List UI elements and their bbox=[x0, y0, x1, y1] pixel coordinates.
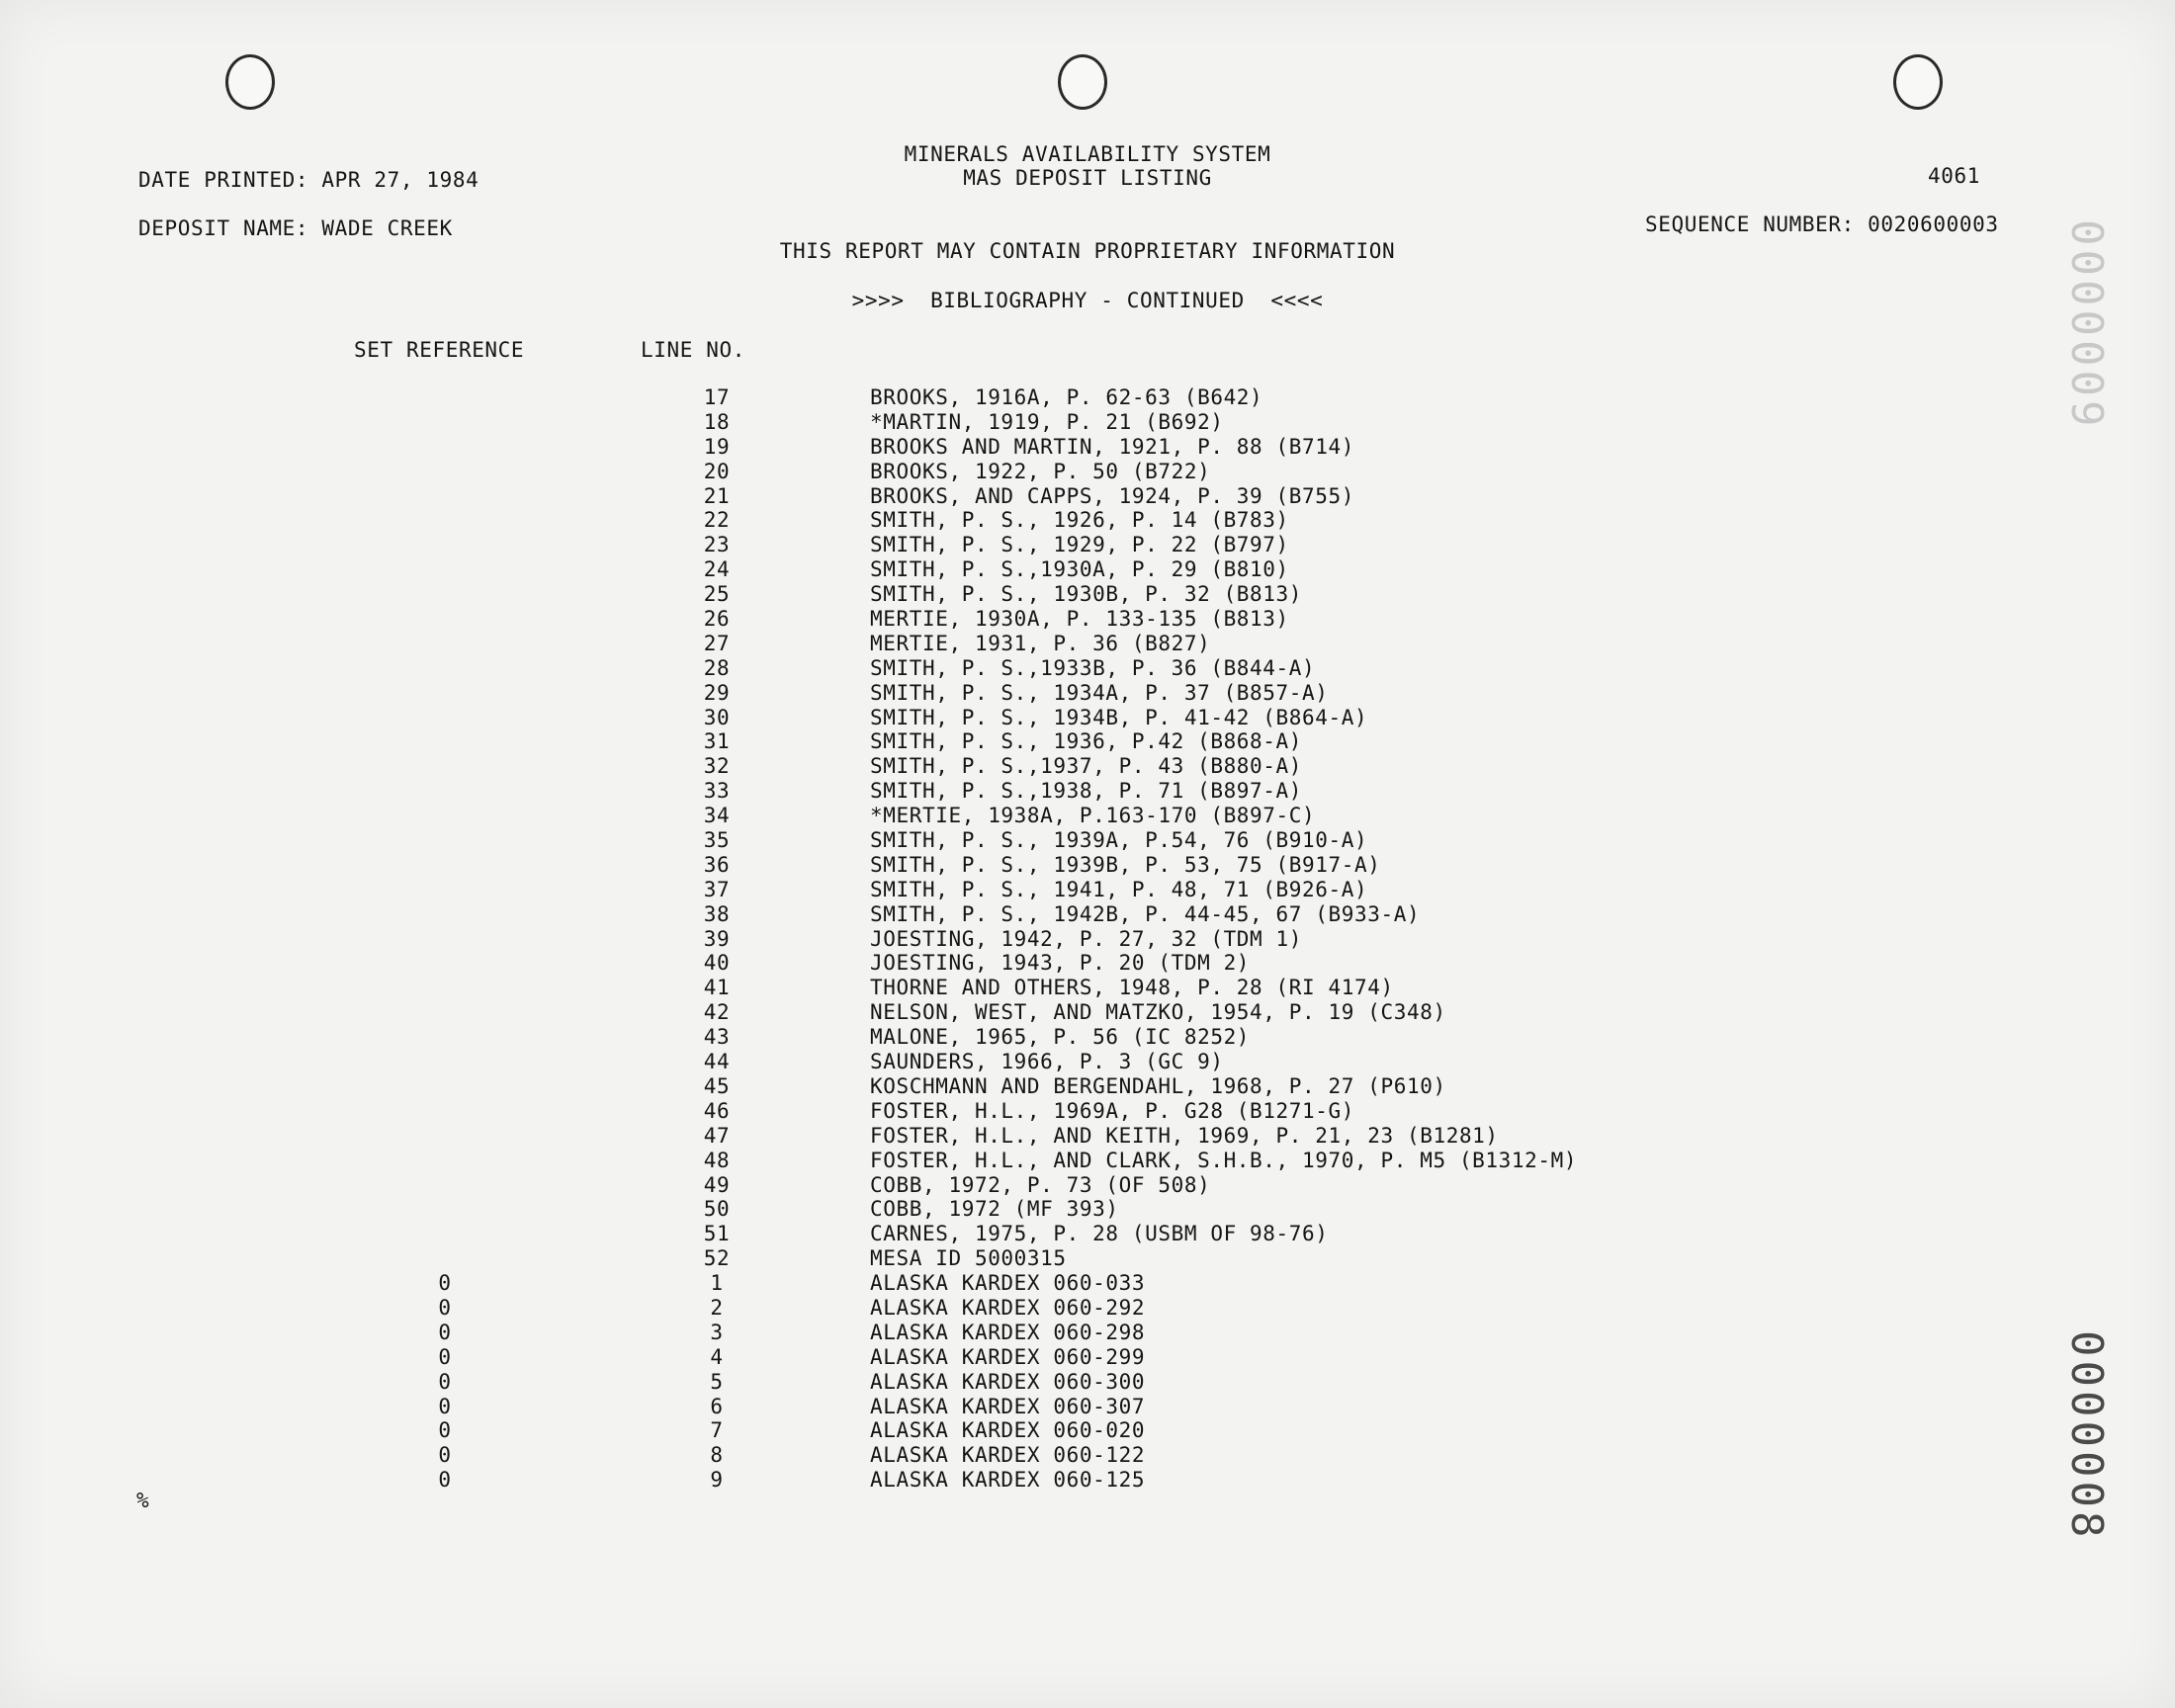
bibliography-row bbox=[0, 410, 2175, 435]
system-title: MINERALS AVAILABILITY SYSTEM bbox=[904, 142, 1271, 166]
bibliography-row bbox=[0, 754, 2175, 779]
reference-cell: SMITH, P. S., 1942B, P. 44-45, 67 (B933-A) bbox=[870, 901, 1421, 926]
line-number-cell: 6 bbox=[710, 1394, 724, 1418]
reference-cell: SMITH, P. S., 1934A, P. 37 (B857-A) bbox=[870, 680, 1329, 705]
bibliography-row bbox=[0, 1271, 2175, 1296]
sequence-number: SEQUENCE NUMBER: 0020600003 bbox=[1645, 213, 1999, 236]
reference-cell: SMITH, P. S., 1941, P. 48, 71 (B926-A) bbox=[870, 877, 1368, 901]
reference-cell: MERTIE, 1930A, P. 133-135 (B813) bbox=[870, 607, 1289, 632]
reference-cell: COBB, 1972 (MF 393) bbox=[870, 1197, 1119, 1222]
line-number-cell: 40 bbox=[703, 951, 731, 976]
bibliography-row bbox=[0, 1296, 2175, 1321]
line-number-cell: 41 bbox=[703, 976, 731, 1000]
footer-mark: % bbox=[136, 1489, 149, 1512]
bibliography-row bbox=[0, 779, 2175, 804]
line-number-cell: 23 bbox=[703, 533, 731, 557]
punch-hole-left bbox=[225, 54, 275, 110]
reference-cell: NELSON, WEST, AND MATZKO, 1954, P. 19 (C348) bbox=[870, 1000, 1446, 1025]
line-number-cell: 19 bbox=[703, 434, 731, 459]
bibliography-row bbox=[0, 385, 2175, 410]
reference-cell: ALASKA KARDEX 060-307 bbox=[870, 1394, 1146, 1418]
set-reference-cell: 0 bbox=[438, 1443, 452, 1468]
proprietary-notice: THIS REPORT MAY CONTAIN PROPRIETARY INFORMATION bbox=[779, 239, 1396, 263]
page-number: 4061 bbox=[1928, 164, 1980, 188]
line-number-cell: 32 bbox=[703, 754, 731, 779]
set-reference-cell: 0 bbox=[438, 1468, 452, 1493]
reference-cell: SMITH, P. S., 1929, P. 22 (B797) bbox=[870, 533, 1289, 557]
line-number-cell: 28 bbox=[703, 655, 731, 680]
reference-cell: MALONE, 1965, P. 56 (IC 8252) bbox=[870, 1025, 1251, 1050]
set-reference-cell: 0 bbox=[438, 1320, 452, 1344]
line-number-cell: 17 bbox=[703, 385, 731, 409]
bibliography-row bbox=[0, 557, 2175, 582]
line-number-cell: 2 bbox=[710, 1295, 724, 1320]
line-number-cell: 9 bbox=[710, 1468, 724, 1493]
bibliography-row bbox=[0, 878, 2175, 902]
reference-cell: JOESTING, 1942, P. 27, 32 (TDM 1) bbox=[870, 926, 1303, 951]
line-number-cell: 5 bbox=[710, 1369, 724, 1394]
reference-cell: ALASKA KARDEX 060-300 bbox=[870, 1369, 1146, 1394]
bibliography-row bbox=[0, 1149, 2175, 1173]
punch-hole-center bbox=[1058, 54, 1107, 110]
bibliography-row bbox=[0, 533, 2175, 557]
reference-cell: ALASKA KARDEX 060-125 bbox=[870, 1468, 1146, 1493]
reference-cell: SMITH, P. S., 1926, P. 14 (B783) bbox=[870, 508, 1289, 533]
bibliography-row bbox=[0, 1321, 2175, 1345]
line-number-cell: 33 bbox=[703, 779, 731, 804]
line-number-cell: 1 bbox=[710, 1271, 724, 1296]
stamp-number: 0000008 bbox=[2061, 1330, 2112, 1542]
set-reference-cell: 0 bbox=[438, 1369, 452, 1394]
line-number-cell: 37 bbox=[703, 877, 731, 901]
reference-cell: BROOKS AND MARTIN, 1921, P. 88 (B714) bbox=[870, 434, 1354, 459]
bibliography-row bbox=[0, 706, 2175, 730]
line-number-cell: 8 bbox=[710, 1443, 724, 1468]
reference-cell: JOESTING, 1943, P. 20 (TDM 2) bbox=[870, 951, 1251, 976]
line-number-cell: 18 bbox=[703, 409, 731, 434]
bibliography-row bbox=[0, 1099, 2175, 1124]
punch-hole-right bbox=[1893, 54, 1943, 110]
bibliography-row bbox=[0, 435, 2175, 460]
reference-cell: SMITH, P. S.,1938, P. 71 (B897-A) bbox=[870, 779, 1303, 804]
deposit-name: DEPOSIT NAME: WADE CREEK bbox=[138, 216, 453, 240]
date-printed: DATE PRINTED: APR 27, 1984 bbox=[138, 168, 479, 192]
reference-cell: FOSTER, H.L., 1969A, P. G28 (B1271-G) bbox=[870, 1098, 1354, 1123]
bibliography-row bbox=[0, 1443, 2175, 1468]
bibliography-row bbox=[0, 828, 2175, 853]
reference-cell: ALASKA KARDEX 060-299 bbox=[870, 1344, 1146, 1369]
reference-cell: SMITH, P. S.,1930A, P. 29 (B810) bbox=[870, 557, 1289, 582]
reference-cell: SMITH, P. S., 1934B, P. 41-42 (B864-A) bbox=[870, 705, 1368, 729]
bibliography-row bbox=[0, 951, 2175, 976]
reference-cell: ALASKA KARDEX 060-122 bbox=[870, 1443, 1146, 1468]
reference-cell: *MERTIE, 1938A, P.163-170 (B897-C) bbox=[870, 804, 1316, 828]
reference-cell: SMITH, P. S., 1936, P.42 (B868-A) bbox=[870, 729, 1303, 754]
set-reference-cell: 0 bbox=[438, 1295, 452, 1320]
reference-cell: MERTIE, 1931, P. 36 (B827) bbox=[870, 631, 1211, 655]
line-number-cell: 29 bbox=[703, 680, 731, 705]
set-reference-cell: 0 bbox=[438, 1394, 452, 1418]
reference-cell: *MARTIN, 1919, P. 21 (B692) bbox=[870, 409, 1224, 434]
line-number-cell: 50 bbox=[703, 1197, 731, 1222]
bibliography-row bbox=[0, 902, 2175, 927]
line-number-cell: 30 bbox=[703, 705, 731, 729]
line-number-cell: 43 bbox=[703, 1025, 731, 1050]
reference-cell: SAUNDERS, 1966, P. 3 (GC 9) bbox=[870, 1050, 1224, 1074]
reference-cell: FOSTER, H.L., AND KEITH, 1969, P. 21, 23 (B1281) bbox=[870, 1123, 1499, 1148]
reference-cell: SMITH, P. S., 1939B, P. 53, 75 (B917-A) bbox=[870, 852, 1381, 877]
reference-cell: SMITH, P. S., 1939A, P.54, 76 (B910-A) bbox=[870, 828, 1368, 853]
bibliography-row bbox=[0, 582, 2175, 607]
line-number-cell: 44 bbox=[703, 1050, 731, 1074]
stamp-faint: 0000009 bbox=[2061, 219, 2112, 431]
line-number-cell: 48 bbox=[703, 1148, 731, 1172]
line-number-cell: 7 bbox=[710, 1418, 724, 1443]
line-number-cell: 31 bbox=[703, 729, 731, 754]
bibliography-row bbox=[0, 1025, 2175, 1050]
line-number-cell: 39 bbox=[703, 926, 731, 951]
reference-cell: SMITH, P. S.,1937, P. 43 (B880-A) bbox=[870, 754, 1303, 779]
reference-cell: MESA ID 5000315 bbox=[870, 1246, 1067, 1271]
line-number-cell: 46 bbox=[703, 1098, 731, 1123]
line-number-cell: 52 bbox=[703, 1246, 731, 1271]
bibliography-row bbox=[0, 1074, 2175, 1099]
reference-cell: CARNES, 1975, P. 28 (USBM OF 98-76) bbox=[870, 1222, 1329, 1246]
column-header-set-reference: SET REFERENCE bbox=[354, 338, 525, 362]
reference-cell: BROOKS, AND CAPPS, 1924, P. 39 (B755) bbox=[870, 483, 1354, 508]
reference-cell: FOSTER, H.L., AND CLARK, S.H.B., 1970, P. M5 (B1312-M) bbox=[870, 1148, 1578, 1172]
line-number-cell: 4 bbox=[710, 1344, 724, 1369]
bibliography-row bbox=[0, 681, 2175, 706]
bibliography-row bbox=[0, 1246, 2175, 1271]
reference-cell: BROOKS, 1916A, P. 62-63 (B642) bbox=[870, 385, 1263, 409]
line-number-cell: 3 bbox=[710, 1320, 724, 1344]
bibliography-row bbox=[0, 927, 2175, 952]
bibliography-row bbox=[0, 508, 2175, 533]
bibliography-row bbox=[0, 1050, 2175, 1074]
reference-cell: THORNE AND OTHERS, 1948, P. 28 (RI 4174) bbox=[870, 976, 1394, 1000]
reference-cell: ALASKA KARDEX 060-298 bbox=[870, 1320, 1146, 1344]
bibliography-row bbox=[0, 1370, 2175, 1395]
line-number-cell: 35 bbox=[703, 828, 731, 853]
section-title: >>>> BIBLIOGRAPHY - CONTINUED <<<< bbox=[851, 289, 1324, 312]
bibliography-row bbox=[0, 1173, 2175, 1198]
bibliography-row bbox=[0, 632, 2175, 656]
bibliography-row bbox=[0, 1124, 2175, 1149]
line-number-cell: 47 bbox=[703, 1123, 731, 1148]
bibliography-row bbox=[0, 1000, 2175, 1025]
line-number-cell: 22 bbox=[703, 508, 731, 533]
reference-cell: COBB, 1972, P. 73 (OF 508) bbox=[870, 1172, 1211, 1197]
set-reference-cell: 0 bbox=[438, 1418, 452, 1443]
line-number-cell: 21 bbox=[703, 483, 731, 508]
line-number-cell: 36 bbox=[703, 852, 731, 877]
line-number-cell: 38 bbox=[703, 901, 731, 926]
bibliography-row bbox=[0, 607, 2175, 632]
line-number-cell: 26 bbox=[703, 607, 731, 632]
line-number-cell: 45 bbox=[703, 1073, 731, 1098]
reference-cell: SMITH, P. S.,1933B, P. 36 (B844-A) bbox=[870, 655, 1316, 680]
bibliography-row bbox=[0, 1468, 2175, 1493]
set-reference-cell: 0 bbox=[438, 1271, 452, 1296]
bibliography-row bbox=[0, 1345, 2175, 1370]
bibliography-row bbox=[0, 1222, 2175, 1246]
line-number-cell: 34 bbox=[703, 804, 731, 828]
reference-cell: SMITH, P. S., 1930B, P. 32 (B813) bbox=[870, 582, 1303, 607]
reference-cell: ALASKA KARDEX 060-292 bbox=[870, 1295, 1146, 1320]
bibliography-row bbox=[0, 853, 2175, 878]
bibliography-list bbox=[0, 385, 2175, 1493]
reference-cell: ALASKA KARDEX 060-020 bbox=[870, 1418, 1146, 1443]
bibliography-row bbox=[0, 1418, 2175, 1443]
column-header-line-no: LINE NO. bbox=[641, 338, 745, 362]
reference-cell: ALASKA KARDEX 060-033 bbox=[870, 1271, 1146, 1296]
reference-cell: KOSCHMANN AND BERGENDAHL, 1968, P. 27 (P610) bbox=[870, 1073, 1446, 1098]
bibliography-row bbox=[0, 976, 2175, 1000]
bibliography-row bbox=[0, 804, 2175, 828]
line-number-cell: 25 bbox=[703, 582, 731, 607]
line-number-cell: 20 bbox=[703, 459, 731, 483]
bibliography-row bbox=[0, 484, 2175, 509]
reference-cell: BROOKS, 1922, P. 50 (B722) bbox=[870, 459, 1211, 483]
bibliography-row bbox=[0, 656, 2175, 681]
line-number-cell: 27 bbox=[703, 631, 731, 655]
listing-title: MAS DEPOSIT LISTING bbox=[963, 166, 1212, 190]
line-number-cell: 42 bbox=[703, 1000, 731, 1025]
line-number-cell: 24 bbox=[703, 557, 731, 582]
bibliography-row bbox=[0, 1197, 2175, 1222]
line-number-cell: 49 bbox=[703, 1172, 731, 1197]
set-reference-cell: 0 bbox=[438, 1344, 452, 1369]
line-number-cell: 51 bbox=[703, 1222, 731, 1246]
bibliography-row bbox=[0, 729, 2175, 754]
bibliography-row bbox=[0, 460, 2175, 484]
bibliography-row bbox=[0, 1395, 2175, 1419]
